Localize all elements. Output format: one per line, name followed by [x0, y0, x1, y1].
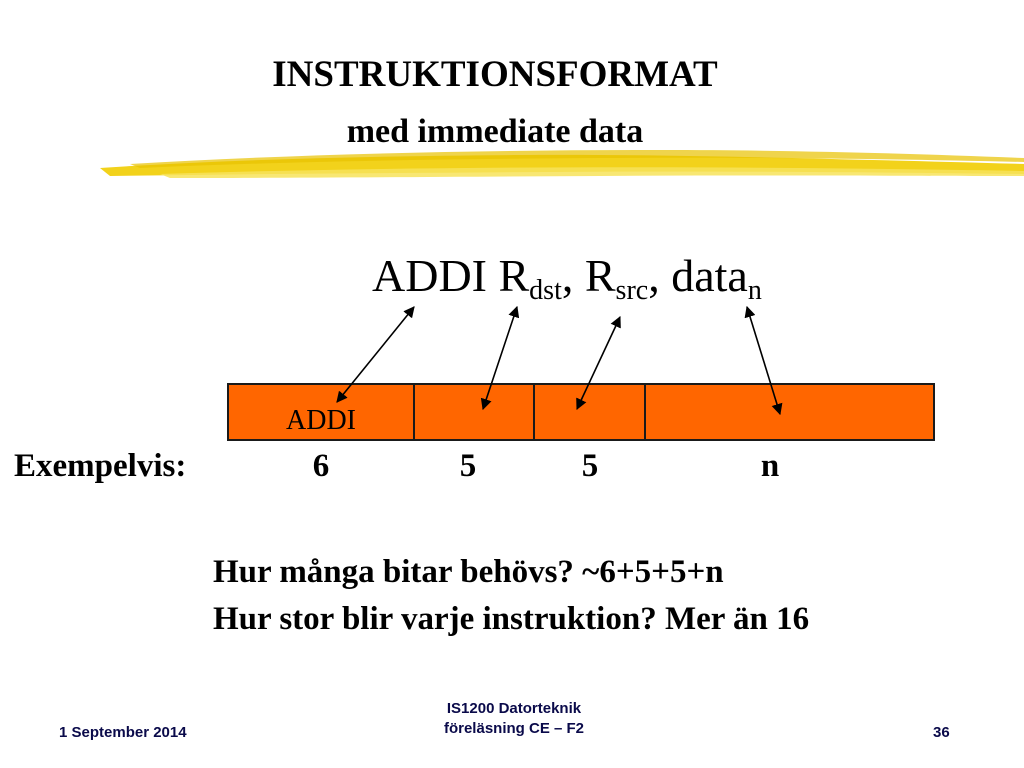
footer-course-line1: IS1200 Datorteknik: [446, 700, 582, 717]
instruction-mnemonic: ADDI R: [372, 250, 530, 301]
field-opcode-label: ADDI: [286, 405, 356, 436]
separator-data: , data: [648, 250, 748, 301]
instruction-syntax: [372, 248, 762, 304]
footer-course: [364, 699, 664, 739]
example-label: Exempelvis:: [14, 448, 187, 484]
field-rdst: [413, 383, 535, 441]
slide-subtitle: med immediate data: [346, 113, 644, 150]
field-data: [644, 383, 935, 441]
src-subscript: src: [615, 275, 649, 306]
slide-title: INSTRUKTIONSFORMAT: [272, 54, 718, 95]
footer-date: 1 September 2014: [59, 724, 187, 741]
field-rsrc: [533, 383, 646, 441]
data-subscript: n: [747, 275, 762, 306]
bits-opcode: 6: [312, 448, 330, 484]
page-number: 36: [933, 724, 950, 741]
field-opcode: [227, 383, 415, 441]
dst-subscript: dst: [529, 275, 562, 306]
bits-rsrc: 5: [581, 448, 599, 484]
question-bits: Hur många bitar behövs? ~6+5+5+n: [213, 554, 724, 590]
bits-rdst: 5: [459, 448, 477, 484]
footer-course-line2: föreläsning CE – F2: [443, 720, 585, 737]
separator-src: , R: [561, 250, 616, 301]
question-size: Hur stor blir varje instruktion? Mer än 16: [213, 601, 810, 637]
yellow-brush-stroke: [100, 138, 1024, 184]
bits-data: n: [760, 448, 780, 484]
